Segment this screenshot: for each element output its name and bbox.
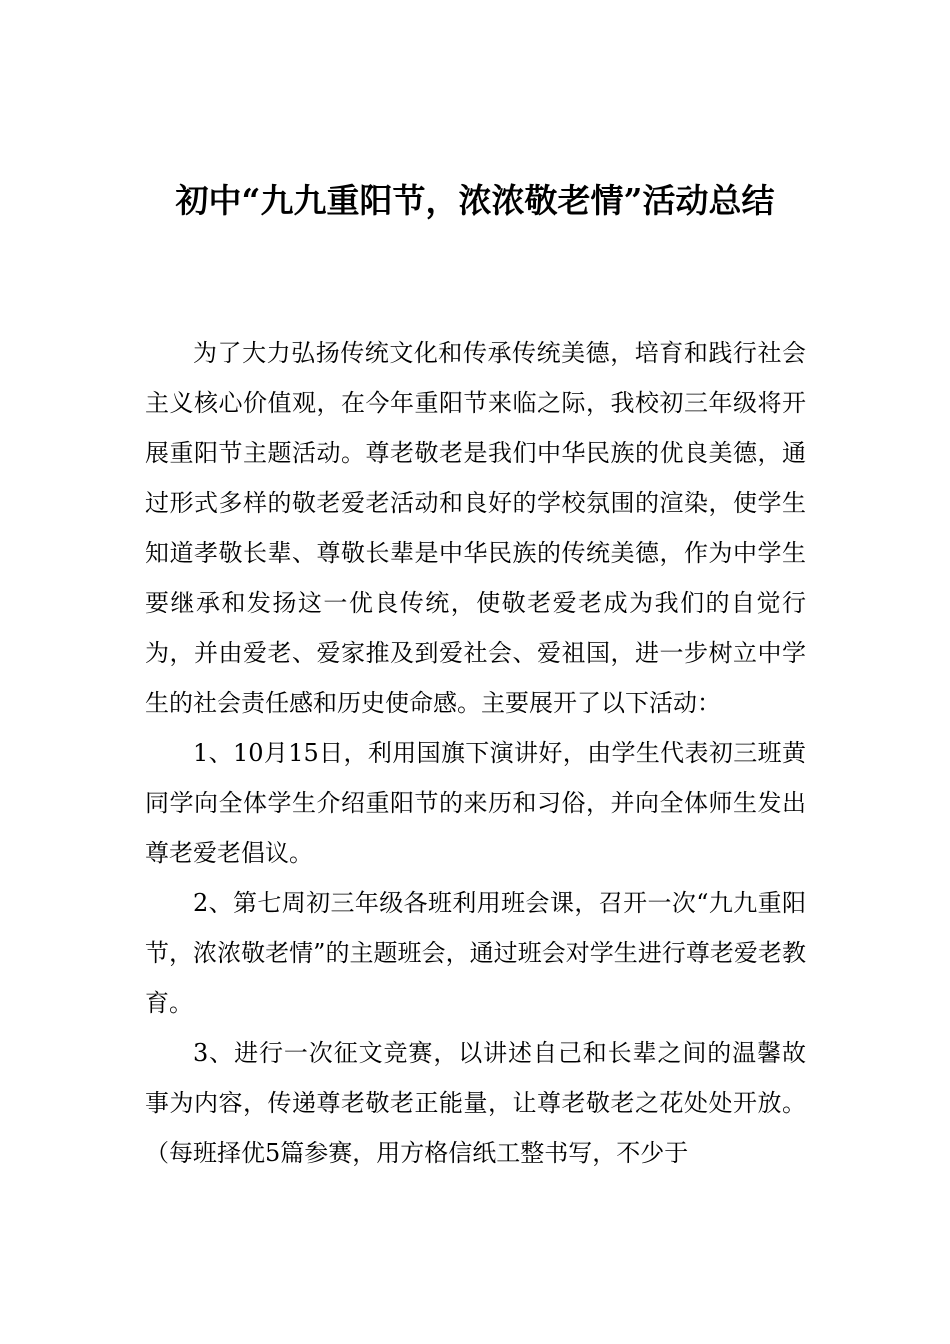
paragraph-activity-1: 1、10月15日，利用国旗下演讲好，由学生代表初三班黄同学向全体学生介绍重阳节的来历和习俗，并向全体师生发出尊老爱老倡议。 — [145, 739, 806, 867]
document-body — [145, 328, 806, 1178]
document-title: 初中“九九重阳节，浓浓敬老情”活动总结 — [175, 181, 775, 220]
paragraph-intro: 为了大力弘扬传统文化和传承传统美德，培育和践行社会主义核心价值观，在今年重阳节来临之际，我校初三年级将开展重阳节主题活动。尊老敬老是我们中华民族的优良美德，通过形式多样的敬老爱老活动和良好的学校氛围的渲染，使学生知道孝敬长辈、尊敬长辈是中华民族的传统美德，作为中学生要继承和发扬这一优良传统，使敬老爱老成为我们的自觉行为，并由爱老、爱家推及到爱社会、爱祖国，进一步树立中学生的社会责任感和历史使命感。主要展开了以下活动： — [145, 339, 806, 717]
paragraph-activity-3: 3、进行一次征文竞赛，以讲述自己和长辈之间的温馨故事为内容，传递尊老敬老正能量，让尊老敬老之花处处开放。（每班择优5篇参赛，用方格信纸工整书写，不少于 — [145, 1039, 806, 1167]
paragraph-activity-2: 2、第七周初三年级各班利用班会课，召开一次“九九重阳节，浓浓敬老情”的主题班会，通过班会对学生进行尊老爱老教育。 — [145, 889, 806, 1017]
